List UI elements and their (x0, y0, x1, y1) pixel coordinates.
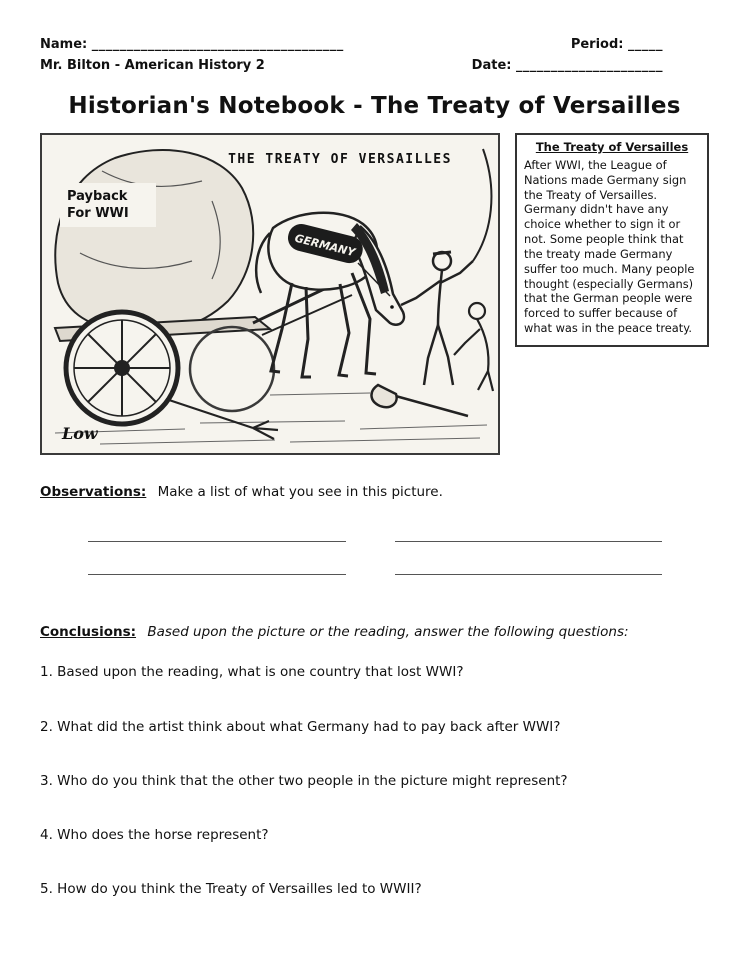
observations-prompt: Make a list of what you see in this picture. (157, 483, 443, 500)
date-label: Date: (471, 58, 512, 74)
observations-label: Observations: (40, 483, 147, 500)
page-title: Historian's Notebook - The Treaty of Versailles (68, 92, 681, 119)
name-group (40, 34, 344, 55)
blank-row-1 (88, 541, 709, 542)
horse-label: GERMANY (293, 231, 357, 260)
conclusions-section (40, 623, 709, 641)
question-2: 2. What did the artist think about what Germany had to pay back after WWI? (40, 718, 561, 735)
cartoon-signature: Low (62, 423, 98, 443)
date-group (472, 55, 663, 76)
date-blank-line: _____________________ (516, 58, 663, 74)
period-group (571, 34, 663, 55)
payback-rock (55, 150, 253, 333)
reading-box-title: The Treaty of Versailles (535, 139, 689, 154)
observation-line-3 (88, 574, 346, 575)
political-cartoon (40, 133, 500, 455)
header-row-2 (40, 55, 709, 76)
name-blank-line: ____________________________________ (91, 37, 344, 52)
observations-section (40, 483, 709, 501)
name-label: Name: (40, 37, 88, 52)
rock-label-line1: Payback (67, 188, 128, 204)
horse-eye (390, 305, 394, 309)
content-row (40, 133, 709, 455)
rock-label-line2: For WWI (67, 205, 129, 221)
observations-blank-lines (88, 541, 709, 575)
reading-box-body: After WWI, the League of Nations made Germany sign the Treaty of Versailles. Germany didn't have any choice whether to sign it or not. Some people think that the treaty made Germany suffer too much. Many people thought (especially Germans) that the German people were forced to suffer because of what was in the peace treaty. (524, 157, 695, 335)
reading-box (515, 133, 709, 347)
cartoon-caption: THE TREATY OF VERSAILLES (228, 151, 452, 167)
questions-list (40, 663, 709, 898)
question-3: 3. Who do you think that the other two people in the picture might represent? (40, 772, 568, 789)
period-label: Period: (570, 37, 624, 52)
header-row-1 (40, 34, 709, 55)
political-cartoon-svg (40, 133, 500, 455)
period-blank-line: _____ (628, 37, 663, 52)
question-1: 1. Based upon the reading, what is one country that lost WWI? (40, 664, 464, 681)
blank-row-2 (88, 574, 709, 575)
teacher-line: Mr. Bilton - American History 2 (40, 58, 265, 74)
question-5: 5. How do you think the Treaty of Versailles led to WWII? (40, 881, 422, 898)
observation-line-4 (395, 574, 662, 575)
observation-line-2 (395, 541, 662, 542)
question-4: 4. Who does the horse represent? (40, 826, 269, 843)
conclusions-label: Conclusions: (40, 624, 137, 641)
conclusions-prompt: Based upon the picture or the reading, answer the following questions: (147, 624, 629, 641)
observation-line-1 (88, 541, 346, 542)
cart-wheel (66, 312, 178, 424)
